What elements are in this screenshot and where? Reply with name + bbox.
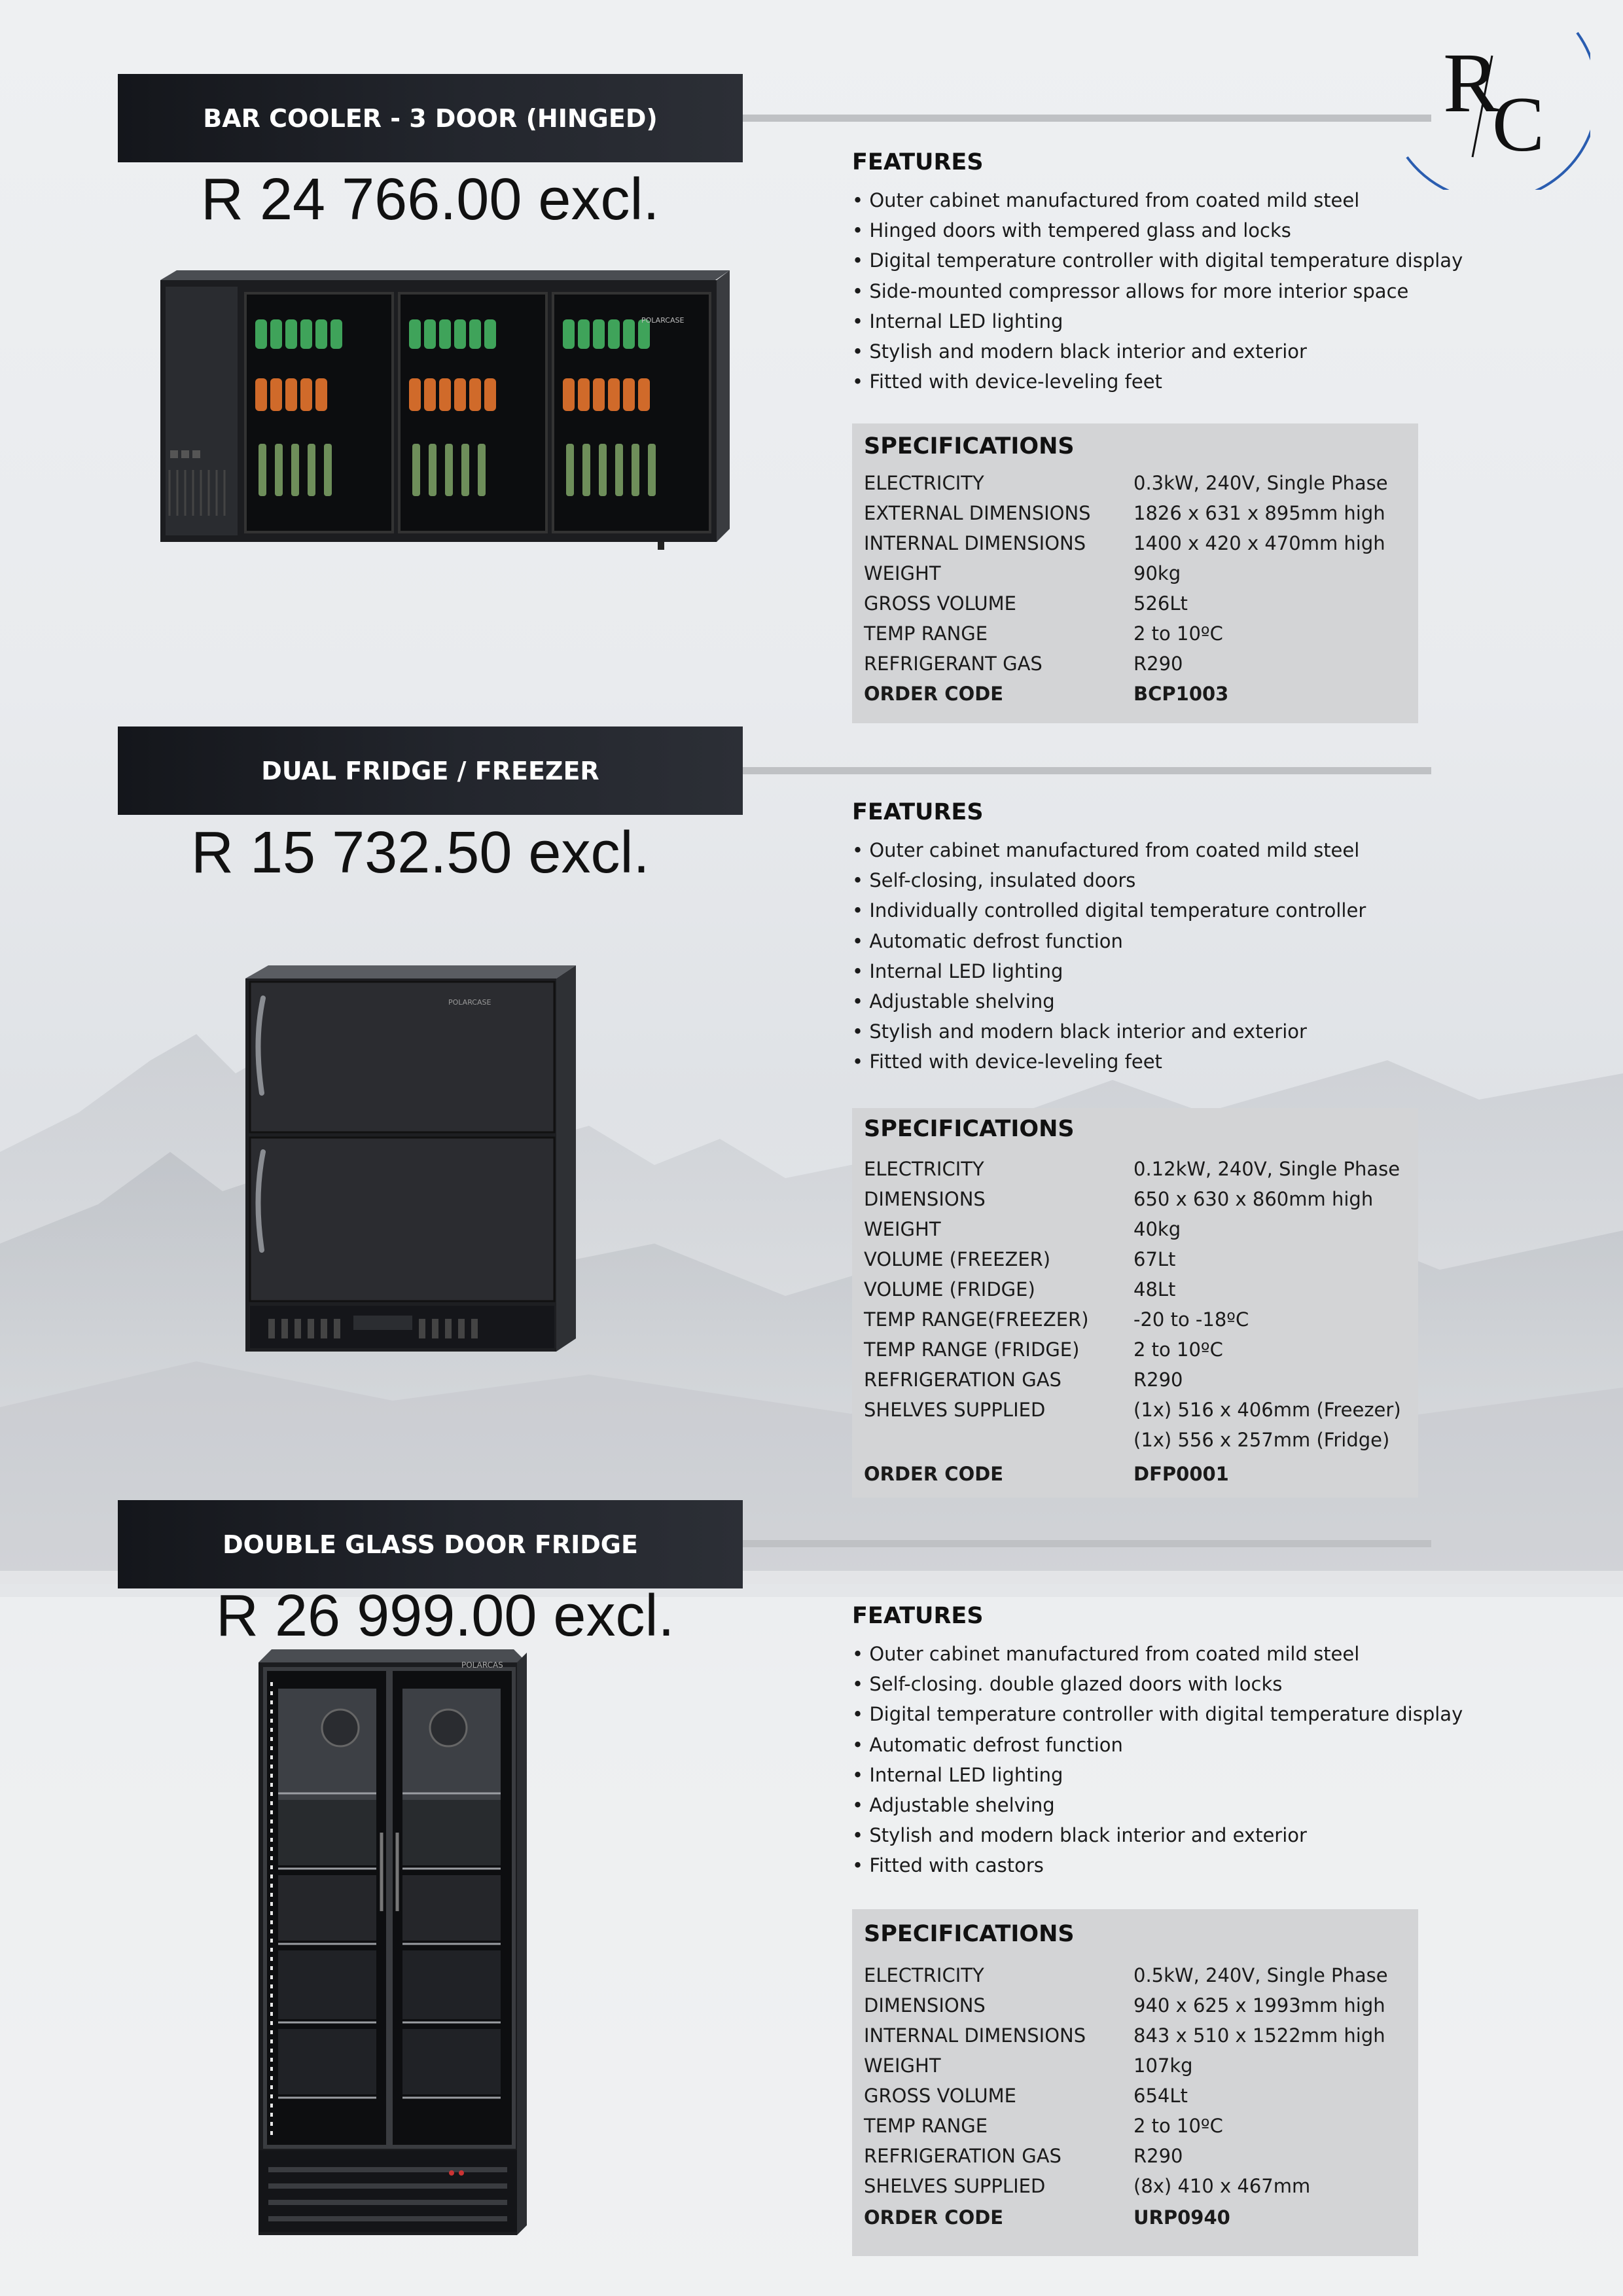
spec-value: 654Lt	[1133, 2085, 1188, 2107]
spec-value: 1400 x 420 x 470mm high	[1133, 532, 1385, 554]
feature-item: • Fitted with castors	[852, 1850, 1539, 1880]
order-code-value: BCP1003	[1133, 683, 1229, 705]
spec-label: INTERNAL DIMENSIONS	[864, 2024, 1086, 2047]
spec-row	[864, 1304, 1407, 1335]
spec-row	[864, 1335, 1407, 1365]
spec-label: TEMP RANGE	[864, 2115, 988, 2137]
product-price: R 26 999.00 excl.	[216, 1583, 675, 1649]
spec-row	[864, 1184, 1407, 1214]
spec-row	[864, 2051, 1407, 2081]
spec-row	[864, 528, 1407, 558]
specifications-box	[852, 423, 1418, 723]
features-list	[852, 1639, 1539, 1881]
feature-item: • Internal LED lighting	[852, 1760, 1539, 1790]
specifications-box	[852, 1909, 1418, 2256]
feature-item: • Fitted with device-leveling feet	[852, 1047, 1539, 1077]
spec-value: 843 x 510 x 1522mm high	[1133, 2024, 1385, 2047]
spec-value: 2 to 10ºC	[1133, 622, 1223, 645]
spec-row	[864, 1214, 1407, 1244]
feature-item: • Automatic defrost function	[852, 926, 1539, 956]
spec-value: R290	[1133, 1369, 1183, 1391]
spec-label: VOLUME (FREEZER)	[864, 1248, 1051, 1270]
feature-item: • Adjustable shelving	[852, 1790, 1539, 1820]
spec-value: 526Lt	[1133, 592, 1188, 615]
double-glass-door-fridge-image	[252, 1636, 530, 2238]
section-divider	[743, 115, 1431, 122]
feature-item: • Adjustable shelving	[852, 986, 1539, 1016]
spec-value: (8x) 410 x 467mm	[1133, 2175, 1311, 2197]
spec-row	[864, 649, 1407, 679]
spec-label: DIMENSIONS	[864, 1994, 986, 2017]
spec-row	[864, 2111, 1407, 2141]
spec-label: TEMP RANGE (FRIDGE)	[864, 1338, 1080, 1361]
spec-value: 940 x 625 x 1993mm high	[1133, 1994, 1385, 2017]
feature-item: • Stylish and modern black interior and exterior	[852, 1016, 1539, 1047]
spec-label: WEIGHT	[864, 562, 941, 584]
spec-value: 1826 x 631 x 895mm high	[1133, 502, 1385, 524]
section-title-bar: BAR COOLER - 3 DOOR (HINGED)	[118, 74, 743, 162]
specifications-heading: SPECIFICATIONS	[864, 1921, 1075, 1947]
spec-value: 48Lt	[1133, 1278, 1176, 1300]
spec-row	[864, 1365, 1407, 1395]
spec-label: WEIGHT	[864, 2054, 941, 2077]
spec-row	[864, 558, 1407, 588]
spec-label: ELECTRICITY	[864, 472, 984, 494]
product-price: R 15 732.50 excl.	[191, 820, 650, 886]
features-list	[852, 835, 1539, 1077]
order-code-row	[864, 1459, 1407, 1489]
spec-row	[864, 1960, 1407, 1990]
features-heading: FEATURES	[852, 149, 984, 175]
product-brand-label: POLARCASE	[641, 316, 685, 325]
spec-row	[864, 1990, 1407, 2020]
section-title-bar: DUAL FRIDGE / FREEZER	[118, 726, 743, 815]
spec-row	[864, 1244, 1407, 1274]
spec-row	[864, 498, 1407, 528]
spec-row	[864, 588, 1407, 619]
section-divider	[743, 767, 1431, 774]
feature-item: • Automatic defrost function	[852, 1730, 1539, 1760]
order-code-label: ORDER CODE	[864, 2206, 1004, 2229]
features-heading: FEATURES	[852, 1603, 984, 1629]
product-price: R 24 766.00 excl.	[201, 167, 660, 232]
spec-row	[864, 468, 1407, 498]
spec-row	[864, 2020, 1407, 2051]
spec-value: 67Lt	[1133, 1248, 1176, 1270]
spec-label: GROSS VOLUME	[864, 592, 1016, 615]
order-code-row	[864, 2202, 1407, 2233]
spec-value: 0.12kW, 240V, Single Phase	[1133, 1158, 1400, 1180]
spec-value: 107kg	[1133, 2054, 1193, 2077]
spec-label: TEMP RANGE(FREEZER)	[864, 1308, 1089, 1331]
feature-item: • Hinged doors with tempered glass and locks	[852, 215, 1539, 245]
order-code-label: ORDER CODE	[864, 683, 1004, 705]
spec-value: 40kg	[1133, 1218, 1181, 1240]
spec-row	[864, 1395, 1407, 1455]
spec-row	[864, 619, 1407, 649]
spec-label: GROSS VOLUME	[864, 2085, 1016, 2107]
specifications-heading: SPECIFICATIONS	[864, 1116, 1075, 1142]
product-brand-label: POLARCASE	[448, 998, 491, 1007]
spec-label: DIMENSIONS	[864, 1188, 986, 1210]
spec-value: R290	[1133, 2145, 1183, 2167]
brand-logo	[1394, 20, 1590, 190]
svg-text:C: C	[1492, 81, 1545, 168]
spec-label: VOLUME (FRIDGE)	[864, 1278, 1035, 1300]
spec-label: INTERNAL DIMENSIONS	[864, 532, 1086, 554]
order-code-label: ORDER CODE	[864, 1463, 1004, 1485]
dual-fridge-freezer-image	[242, 962, 582, 1365]
spec-label: REFRIGERATION GAS	[864, 1369, 1061, 1391]
spec-label: ELECTRICITY	[864, 1158, 984, 1180]
feature-item: • Self-closing, insulated doors	[852, 865, 1539, 895]
bar-cooler-image	[154, 267, 730, 571]
spec-row	[864, 2141, 1407, 2171]
spec-label: TEMP RANGE	[864, 622, 988, 645]
spec-value: 2 to 10ºC	[1133, 2115, 1223, 2137]
spec-label: WEIGHT	[864, 1218, 941, 1240]
specifications-heading: SPECIFICATIONS	[864, 433, 1075, 459]
spec-value: (1x) 516 x 406mm (Freezer)	[1133, 1399, 1401, 1421]
spec-label: SHELVES SUPPLIED	[864, 1399, 1046, 1421]
spec-value: -20 to -18ºC	[1133, 1308, 1249, 1331]
section-divider	[743, 1540, 1431, 1547]
features-heading: FEATURES	[852, 799, 984, 825]
svg-text:R: R	[1443, 36, 1500, 130]
spec-value: 650 x 630 x 860mm high	[1133, 1188, 1374, 1210]
spec-label: ELECTRICITY	[864, 1964, 984, 1986]
spec-value: 0.3kW, 240V, Single Phase	[1133, 472, 1388, 494]
spec-value: 90kg	[1133, 562, 1181, 584]
order-code-row	[864, 679, 1407, 709]
features-list	[852, 185, 1539, 397]
spec-value: 0.5kW, 240V, Single Phase	[1133, 1964, 1388, 1986]
section-title-bar: DOUBLE GLASS DOOR FRIDGE	[118, 1500, 743, 1588]
order-code-value: DFP0001	[1133, 1463, 1229, 1485]
feature-item: • Stylish and modern black interior and exterior	[852, 1820, 1539, 1850]
order-code-value: URP0940	[1133, 2206, 1230, 2229]
feature-item: • Side-mounted compressor allows for more interior space	[852, 276, 1539, 306]
feature-item: • Stylish and modern black interior and exterior	[852, 336, 1539, 367]
feature-item: • Outer cabinet manufactured from coated mild steel	[852, 1639, 1539, 1669]
feature-item: • Internal LED lighting	[852, 956, 1539, 986]
spec-row	[864, 2081, 1407, 2111]
spec-value-secondary: (1x) 556 x 257mm (Fridge)	[1133, 1429, 1390, 1451]
product-brand-label: POLARCAS	[461, 1660, 503, 1670]
spec-label: SHELVES SUPPLIED	[864, 2175, 1046, 2197]
spec-row	[864, 2171, 1407, 2201]
spec-value: 2 to 10ºC	[1133, 1338, 1223, 1361]
feature-item: • Outer cabinet manufactured from coated mild steel	[852, 835, 1539, 865]
feature-item: • Internal LED lighting	[852, 306, 1539, 336]
feature-item: • Digital temperature controller with digital temperature display	[852, 1699, 1539, 1729]
spec-label: REFRIGERATION GAS	[864, 2145, 1061, 2167]
feature-item: • Digital temperature controller with digital temperature display	[852, 245, 1539, 276]
feature-item: • Self-closing. double glazed doors with locks	[852, 1669, 1539, 1699]
spec-row	[864, 1274, 1407, 1304]
spec-label: EXTERNAL DIMENSIONS	[864, 502, 1091, 524]
spec-value: R290	[1133, 653, 1183, 675]
spec-label: REFRIGERANT GAS	[864, 653, 1043, 675]
spec-row	[864, 1154, 1407, 1184]
feature-item: • Fitted with device-leveling feet	[852, 367, 1539, 397]
feature-item: • Outer cabinet manufactured from coated mild steel	[852, 185, 1539, 215]
specifications-box	[852, 1108, 1418, 1498]
feature-item: • Individually controlled digital temperature controller	[852, 895, 1539, 925]
